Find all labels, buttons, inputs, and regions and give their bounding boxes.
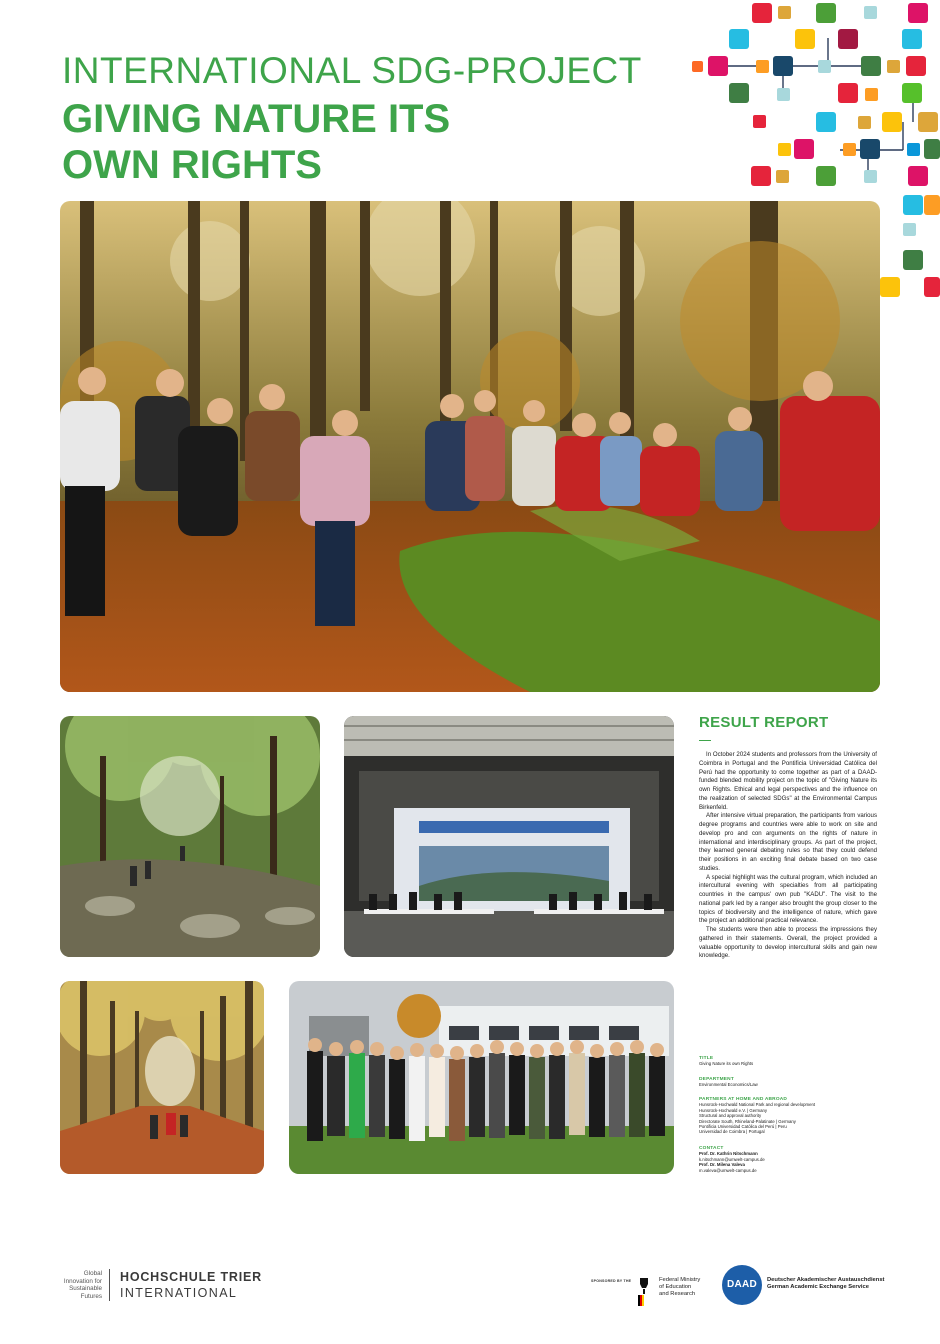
meta-contact-label: CONTACT — [699, 1146, 724, 1151]
daad-line-en: German Academic Exchange Service — [767, 1284, 869, 1291]
partner-line: Directorate South, Rhineland-Palatinate | Germany — [699, 1118, 796, 1124]
photo-forest-hiking — [60, 716, 320, 957]
page-title: GIVING NATURE ITS OWN RIGHTS — [62, 97, 451, 187]
bmbf-line: Federal Ministry — [659, 1277, 701, 1283]
report-paragraph: A special highlight was the cultural program, which included an intercultural evening with specialties from all participating countries in the campus' own pub "KADU". The visit to the national park led by a ranger also brought the group closer to the topics of biodiversity and the intelligence of nature, which gave the project an additional practical relevance. — [699, 873, 877, 925]
sponsored-by-label: SPONSORED BY THE — [591, 1279, 632, 1283]
photo-autumn-alley — [60, 981, 264, 1174]
result-report-text — [699, 751, 877, 961]
meta-title-value: Giving Nature its own Rights — [699, 1061, 754, 1067]
gif-tagline — [46, 1270, 102, 1300]
federal-eagle-icon — [638, 1276, 650, 1306]
tagline-line: Sustainable — [69, 1285, 102, 1293]
daad-line-de: Deutscher Akademischer Austauschdienst — [767, 1277, 885, 1283]
partner-line: Pontificia Universidad Católica del Perú | Peru — [699, 1124, 787, 1130]
bmbf-line: and Research — [659, 1290, 696, 1297]
main-photo-forest-group — [60, 201, 880, 692]
report-paragraph: The students were then able to process the impressions they gathered in their statements. Overall, the project provided a valuable opportunity to develop intercultural skills and gain new knowledge. — [699, 926, 877, 960]
contact-email[interactable]: k.nitschmann@umwelt-campus.de — [699, 1156, 765, 1162]
meta-department-label: DEPARTMENT — [699, 1077, 734, 1082]
hochschule-trier-logo: HOCHSCHULE TRIER — [120, 1270, 262, 1284]
result-report-heading: RESULT REPORT — [699, 714, 829, 731]
heading-rule — [699, 740, 711, 741]
meta-department — [699, 1077, 879, 1088]
tagline-line: Futures — [80, 1292, 102, 1300]
meta-title-label: TITLE — [699, 1056, 714, 1061]
contact-name: Prof. Dr. Kathrin Nitschmann — [699, 1151, 758, 1157]
contact-name: Prof. Dr. Milena Valeva — [699, 1162, 745, 1168]
partner-line: Structural and approval authority — [699, 1113, 762, 1119]
meta-partners — [699, 1097, 879, 1135]
project-label: INTERNATIONAL SDG-PROJECT — [62, 50, 642, 91]
report-paragraph: In October 2024 students and professors from the University of Coimbra in Portugal and the Pontificia Universidad Católica del Perú had the opportunity to come together as part of a DAAD-funded blended mobility project on the topic of "Giving Nature its own Rights. Ethical and legal perspectives and the influence on the realization of selected SDGs" at the Environmental Campus Birkenfeld. — [699, 751, 877, 811]
daad-logo: DAAD — [722, 1265, 762, 1305]
meta-contact — [699, 1146, 879, 1173]
contact-email[interactable]: m.valeva@umwelt-campus.de — [699, 1167, 757, 1173]
photo-campus-group — [289, 981, 674, 1174]
bmbf-name — [659, 1277, 700, 1297]
bmbf-line: of Education — [659, 1283, 692, 1290]
partner-line: Hunsrück-Hochwald National Park and regional development — [699, 1102, 816, 1108]
meta-partners-label: PARTNERS AT HOME AND ABROAD — [699, 1097, 788, 1102]
report-paragraph: After intensive virtual preparation, the participants from various degree programs and countries were able to work on site and develop pro and con arguments on the rights of nature in international and interdisciplinary groups. As part of the project, they learned general debating rules so that they could defend their positions in an exciting final debate based on two case studies. — [699, 812, 877, 872]
meta-department-value: Environmental Economics/Law — [699, 1082, 758, 1088]
partner-line: Universidad de Coimbra | Portugal — [699, 1129, 765, 1135]
meta-title — [699, 1056, 879, 1067]
photo-auditorium-debate — [344, 716, 674, 957]
tagline-line: Innovation for — [63, 1277, 102, 1285]
daad-name — [767, 1277, 884, 1292]
tagline-line: Global — [83, 1270, 102, 1277]
footer-divider — [109, 1269, 110, 1301]
international-logo-text: INTERNATIONAL — [120, 1286, 238, 1300]
partner-line: Hunsrück-Hochwald e.V. | Germany — [699, 1107, 768, 1113]
